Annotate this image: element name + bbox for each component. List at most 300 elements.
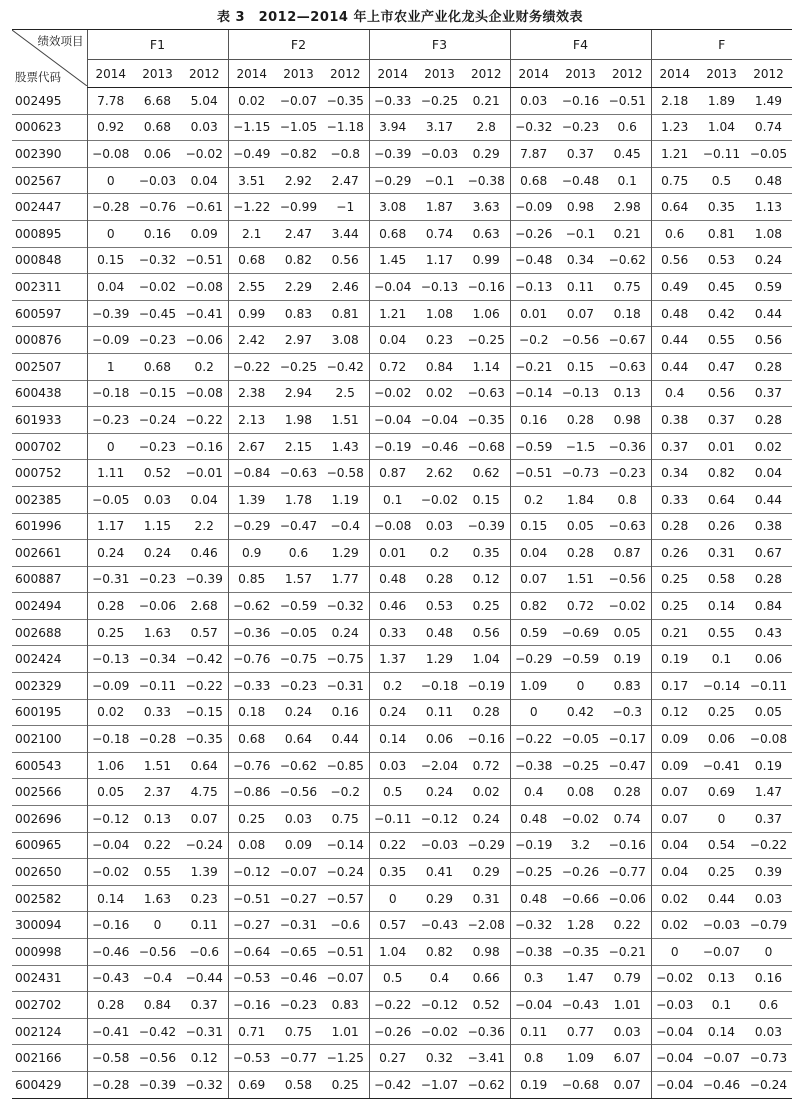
value-cell: −0.08 [745,726,792,753]
year-header-row [12,60,792,88]
value-cell: 0.98 [604,407,651,434]
year-header-cell: 2012 [181,60,228,88]
value-cell: 0.25 [698,859,745,886]
value-cell: −0.12 [228,859,275,886]
value-cell: −0.11 [698,141,745,168]
value-cell: 0.59 [510,619,557,646]
value-cell: −0.29 [369,167,416,194]
value-cell: 0.35 [698,194,745,221]
value-cell: −0.06 [604,885,651,912]
value-cell: −0.23 [134,566,181,593]
value-cell: −0.41 [87,1018,134,1045]
value-cell: −0.32 [510,912,557,939]
value-cell: 0.82 [510,593,557,620]
value-cell: 0.25 [698,699,745,726]
stock-code-cell: 002100 [12,726,87,753]
value-cell: 0.5 [369,965,416,992]
value-cell: −0.14 [322,832,369,859]
value-cell: −0.05 [745,141,792,168]
stock-code-cell: 002650 [12,859,87,886]
value-cell: −0.19 [510,832,557,859]
value-cell: −0.24 [181,832,228,859]
value-cell: 0.04 [181,167,228,194]
value-cell: 0.74 [416,220,463,247]
value-cell: −0.08 [369,513,416,540]
value-cell: 3.08 [369,194,416,221]
value-cell: 0.06 [745,646,792,673]
value-cell: 0.68 [228,247,275,274]
value-cell: 0.55 [698,619,745,646]
value-cell: 1.89 [707,93,736,108]
value-cell: 0.24 [369,699,416,726]
value-cell: 0.64 [698,486,745,513]
value-cell: 0.11 [510,1018,557,1045]
value-cell: 0.84 [134,992,181,1019]
value-cell: 0.03 [510,88,557,115]
value-cell: 0.75 [651,167,698,194]
value-cell: 1.45 [369,247,416,274]
value-cell: 1.23 [651,114,698,141]
value-cell: −0.08 [181,380,228,407]
value-cell: 2.1 [228,220,275,247]
value-cell: 2.13 [228,407,275,434]
value-cell: 0.02 [745,433,792,460]
value-cell: 1.21 [369,300,416,327]
corner-label-stock-code: 股票代码 [15,69,61,84]
value-cell: −0.43 [87,965,134,992]
value-cell: 0.54 [698,832,745,859]
value-cell: 1.37 [369,646,416,673]
stock-code-cell: 002494 [12,593,87,620]
value-cell: −0.27 [228,912,275,939]
value-cell: 0.68 [510,167,557,194]
value-cell: 3.51 [228,167,275,194]
value-cell: 0.39 [745,859,792,886]
value-cell: −0.4 [322,513,369,540]
value-cell: −0.02 [416,1018,463,1045]
value-cell: 0.64 [651,194,698,221]
value-cell: −0.02 [557,806,604,833]
value-cell: 0.33 [369,619,416,646]
value-cell: −0.16 [604,832,651,859]
value-cell: −0.02 [369,380,416,407]
value-cell: −0.56 [134,1045,181,1072]
value-cell: 0 [87,220,134,247]
value-cell: 0 [745,939,792,966]
value-cell: 0.14 [369,726,416,753]
table-row [12,167,792,194]
value-cell: −0.01 [181,460,228,487]
value-cell: 0 [369,885,416,912]
value-cell: −0.14 [510,380,557,407]
value-cell: −0.18 [87,380,134,407]
value-cell: 0.83 [275,300,322,327]
value-cell: 0.64 [275,726,322,753]
value-cell: 0.24 [87,540,134,567]
value-cell: −0.28 [87,194,134,221]
value-cell: 0.24 [416,779,463,806]
value-cell: 0.44 [651,353,698,380]
year-header-cell: 2013 [134,60,181,88]
value-cell: 0.6 [745,992,792,1019]
stock-code-cell: 002566 [12,779,87,806]
stock-code-cell: 002311 [12,274,87,301]
value-cell: 0.56 [322,247,369,274]
value-cell: −0.18 [416,673,463,700]
stock-code-cell: 600887 [12,566,87,593]
stock-code-cell: 601933 [12,407,87,434]
value-cell: 0.34 [651,460,698,487]
value-cell: −0.47 [604,752,651,779]
value-cell: −0.35 [181,726,228,753]
value-cell: −0.22 [228,353,275,380]
stock-code-cell: 300094 [12,912,87,939]
value-cell: −0.42 [134,1018,181,1045]
value-cell: −0.44 [181,965,228,992]
year-header-cell: 2014 [651,60,698,88]
value-cell: −0.23 [557,114,604,141]
value-cell: 0.45 [604,141,651,168]
value-cell: −0.2 [322,779,369,806]
value-cell: 0.13 [134,806,181,833]
value-cell: −0.56 [604,566,651,593]
value-cell: 2.47 [322,167,369,194]
value-cell: 1.47 [745,779,792,806]
value-cell: −0.25 [275,353,322,380]
value-cell: −0.58 [87,1045,134,1072]
value-cell: 0.12 [463,566,510,593]
stock-code-cell: 600438 [12,380,87,407]
value-cell: 1.77 [322,566,369,593]
table-row [12,806,792,833]
value-cell: 0.29 [463,859,510,886]
value-cell: 0.09 [181,220,228,247]
value-cell: 0.46 [369,593,416,620]
value-cell: 0.37 [557,141,604,168]
value-cell: 0.12 [181,1045,228,1072]
value-cell: −0.25 [557,752,604,779]
value-cell: 0.03 [745,885,792,912]
value-cell: 1.17 [416,247,463,274]
value-cell: 0.68 [134,114,181,141]
value-cell: −0.62 [228,593,275,620]
value-cell: −0.57 [322,885,369,912]
value-cell: −0.31 [181,1018,228,1045]
value-cell: 0.62 [463,460,510,487]
value-cell: 1.63 [134,619,181,646]
value-cell: −0.02 [651,965,698,992]
value-cell: 0.28 [87,992,134,1019]
value-cell: 0.28 [745,353,792,380]
value-cell: 0.81 [322,300,369,327]
value-cell: 0.68 [134,353,181,380]
stock-code-cell: 002124 [12,1018,87,1045]
value-cell: 0 [651,939,698,966]
value-cell: −0.35 [557,939,604,966]
table-row [12,460,792,487]
value-cell: −0.63 [604,353,651,380]
value-cell: 0.44 [745,486,792,513]
value-cell: 1.43 [322,433,369,460]
value-cell: −0.73 [745,1045,792,1072]
value-cell: −0.08 [181,274,228,301]
value-cell: −0.03 [698,912,745,939]
value-cell: 0.25 [651,566,698,593]
value-cell: −0.16 [181,433,228,460]
corner-label-metric: 绩效项目 [37,34,84,48]
value-cell: −0.22 [181,407,228,434]
value-cell: −0.46 [275,965,322,992]
value-cell: 0.3 [510,965,557,992]
value-cell: 2.67 [228,433,275,460]
value-cell: −0.29 [510,646,557,673]
value-cell: 0.32 [416,1045,463,1072]
stock-code-cell: 002424 [12,646,87,673]
value-cell: −0.63 [604,513,651,540]
value-cell: −0.59 [510,433,557,460]
value-cell: 0.04 [651,859,698,886]
value-cell: −0.04 [369,274,416,301]
value-cell: 0.11 [181,912,228,939]
value-cell: −0.69 [557,619,604,646]
value-cell: −0.61 [181,194,228,221]
value-cell: 0.29 [416,885,463,912]
value-cell: −0.76 [228,752,275,779]
value-cell: −0.08 [87,141,134,168]
value-cell: 0.43 [745,619,792,646]
value-cell: −0.04 [651,1071,698,1098]
value-cell: 0.06 [698,726,745,753]
value-cell: −0.34 [134,646,181,673]
stock-code-cell: 002661 [12,540,87,567]
table-row [12,114,792,141]
value-cell: 1.28 [557,912,604,939]
value-cell: 0.19 [510,1071,557,1098]
value-cell: 1.98 [275,407,322,434]
value-cell: −0.02 [604,593,651,620]
stock-code-cell: 000752 [12,460,87,487]
value-cell: −0.39 [134,1071,181,1098]
value-cell: 0.84 [745,593,792,620]
value-cell: 2.47 [275,220,322,247]
group-header-f1: F1 [87,30,228,60]
value-cell: −0.29 [228,513,275,540]
value-cell: 0.28 [463,699,510,726]
value-cell: −0.56 [275,779,322,806]
value-cell: 0.56 [698,380,745,407]
value-cell: 0.58 [275,1071,322,1098]
table-row [12,593,792,620]
value-cell: 1.08 [416,300,463,327]
value-cell: 1.13 [745,194,792,221]
value-cell: −0.06 [181,327,228,354]
value-cell: 0.6 [604,114,651,141]
value-cell: −0.63 [463,380,510,407]
value-cell: 0.72 [557,593,604,620]
value-cell: 0.28 [557,540,604,567]
value-cell: 0.28 [87,593,134,620]
value-cell: 0.07 [557,300,604,327]
value-cell: −0.32 [134,247,181,274]
year-header-cell: 2014 [87,60,134,88]
value-cell: 0.57 [369,912,416,939]
value-cell: −2.08 [463,912,510,939]
year-header-cell: 2012 [604,60,651,88]
value-cell: −0.13 [510,274,557,301]
stock-code-cell: 002166 [12,1045,87,1072]
value-cell: 0 [557,673,604,700]
table-row [12,513,792,540]
value-cell: 0.64 [181,752,228,779]
value-cell: −0.02 [181,141,228,168]
value-cell: 0.04 [745,460,792,487]
value-cell: 0.16 [322,699,369,726]
value-cell: −0.26 [557,859,604,886]
table-row [12,992,792,1019]
table-row [12,619,792,646]
value-cell: 1.29 [416,646,463,673]
value-cell: 0.99 [228,300,275,327]
value-cell: −0.28 [134,726,181,753]
value-cell: 2.97 [275,327,322,354]
value-cell: 0.04 [369,327,416,354]
value-cell: −0.51 [510,460,557,487]
value-cell: 0.14 [698,1018,745,1045]
value-cell: 0.56 [463,619,510,646]
value-cell: 1.15 [134,513,181,540]
value-cell: 0.33 [651,486,698,513]
value-cell: −0.25 [463,327,510,354]
stock-code-cell: 002390 [12,141,87,168]
stock-code-cell: 600965 [12,832,87,859]
value-cell: 0.5 [369,779,416,806]
value-cell: −1.25 [322,1045,369,1072]
value-cell: −0.33 [369,88,416,115]
value-cell: −0.12 [416,806,463,833]
value-cell: 0.14 [698,593,745,620]
value-cell: 2.2 [181,513,228,540]
value-cell: −0.25 [420,93,459,108]
value-cell: −0.42 [322,353,369,380]
value-cell: 0.79 [604,965,651,992]
value-cell: 0.16 [134,220,181,247]
value-cell: 2.46 [322,274,369,301]
value-cell: −0.42 [369,1071,416,1098]
value-cell: −0.1 [416,167,463,194]
value-cell: 0.13 [698,965,745,992]
value-cell: 0.15 [87,247,134,274]
value-cell: 0.74 [745,114,792,141]
value-cell: 0.12 [651,699,698,726]
stock-code-cell: 600195 [12,699,87,726]
value-cell: 0.03 [416,513,463,540]
value-cell: 2.94 [275,380,322,407]
table-row [12,1045,792,1072]
value-cell: 0.05 [87,779,134,806]
value-cell: 1.19 [322,486,369,513]
value-cell: 0.07 [181,806,228,833]
stock-code-cell: 600429 [12,1071,87,1098]
value-cell: 0.48 [369,566,416,593]
value-cell: 0.4 [510,779,557,806]
value-cell: −0.07 [698,939,745,966]
table-row [12,699,792,726]
value-cell: 0.15 [463,486,510,513]
value-cell: −0.04 [510,992,557,1019]
year-header-cell: 2013 [416,60,463,88]
value-cell: 1.04 [698,114,745,141]
value-cell: −0.42 [181,646,228,673]
value-cell: 0.03 [134,486,181,513]
value-cell: 0.66 [463,965,510,992]
value-cell: −0.64 [228,939,275,966]
value-cell: −0.09 [87,327,134,354]
value-cell: 0.9 [228,540,275,567]
value-cell: 0.8 [604,486,651,513]
value-cell: −1.18 [322,114,369,141]
value-cell: 0.92 [87,114,134,141]
value-cell: −0.62 [463,1071,510,1098]
value-cell: 0.37 [181,992,228,1019]
value-cell: 0.07 [651,779,698,806]
value-cell: 0.8 [510,1045,557,1072]
value-cell: 1.01 [322,1018,369,1045]
value-cell: −0.38 [510,939,557,966]
value-cell: −1.15 [228,114,275,141]
table-row [12,1071,792,1098]
value-cell: −0.2 [510,327,557,354]
value-cell: −0.31 [322,673,369,700]
value-cell: 1.09 [510,673,557,700]
value-cell: −0.62 [604,247,651,274]
value-cell: −0.86 [228,779,275,806]
value-cell: 0.68 [369,220,416,247]
table-row [12,300,792,327]
stock-code-cell: 601996 [12,513,87,540]
value-cell: 0.04 [510,540,557,567]
value-cell: 2.42 [228,327,275,354]
value-cell: −0.68 [463,433,510,460]
value-cell: −0.48 [510,247,557,274]
value-cell: −0.07 [275,859,322,886]
value-cell: 0.22 [369,832,416,859]
value-cell: −0.39 [369,141,416,168]
value-cell: 1.29 [322,540,369,567]
table-row [12,646,792,673]
value-cell: −0.23 [604,460,651,487]
value-cell: −0.24 [745,1071,792,1098]
value-cell: −0.59 [557,646,604,673]
value-cell: −0.07 [279,93,318,108]
value-cell: −0.32 [322,593,369,620]
table-row [12,752,792,779]
value-cell: 0.72 [463,752,510,779]
value-cell: −0.36 [228,619,275,646]
value-cell: −0.22 [745,832,792,859]
table-row [12,779,792,806]
value-cell: −1 [322,194,369,221]
value-cell: −0.24 [134,407,181,434]
value-cell: −0.39 [463,513,510,540]
value-cell: −1.5 [557,433,604,460]
table-row [12,220,792,247]
value-cell: 0.06 [416,726,463,753]
value-cell: 0.23 [181,885,228,912]
value-cell: 0.14 [87,885,134,912]
stock-code-cell: 002696 [12,806,87,833]
value-cell: 0.22 [134,832,181,859]
value-cell: 0.2 [510,486,557,513]
